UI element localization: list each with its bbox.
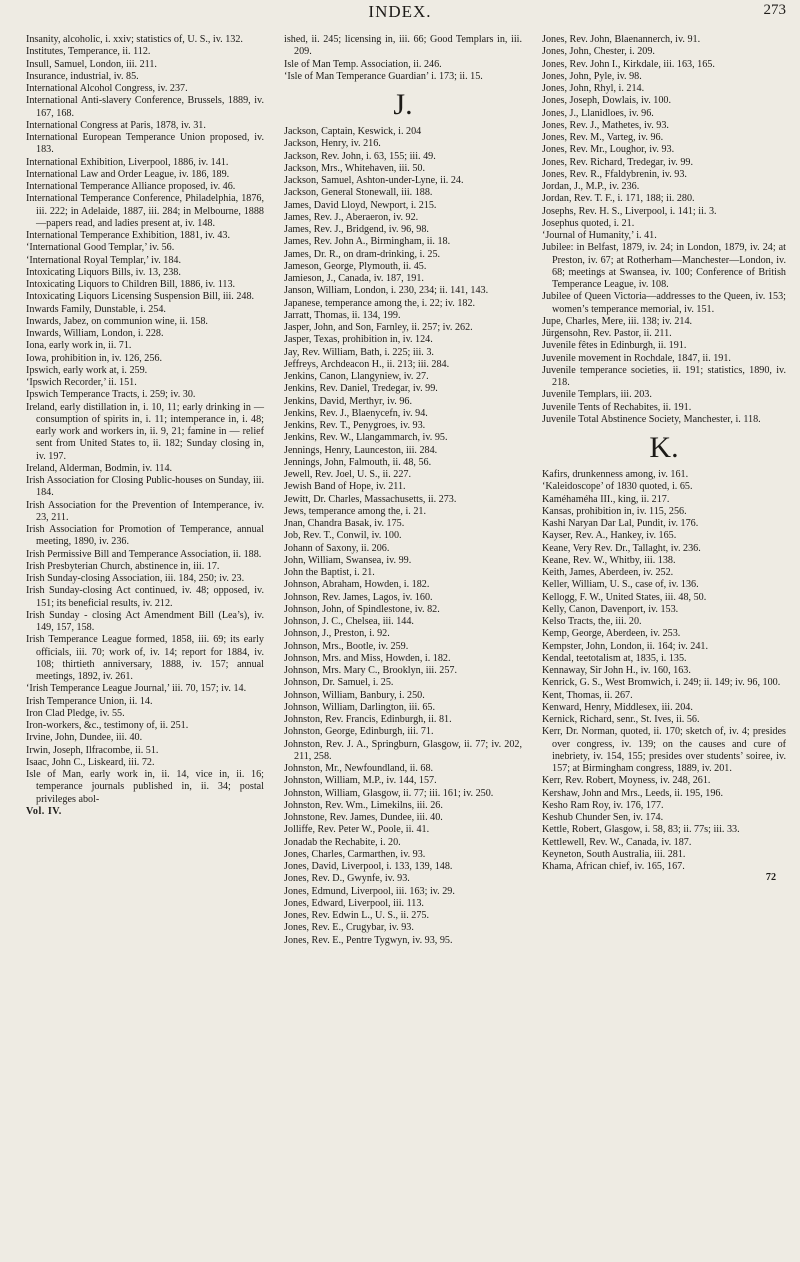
running-head-title: INDEX. [368, 2, 432, 21]
index-entry: Jones, Rev. Richard, Tredegar, iv. 99. [542, 156, 693, 168]
index-entry: Irvine, John, Dundee, iii. 40. [26, 732, 143, 744]
index-entry: Jamieson, J., Canada, iv. 187, 191. [284, 273, 424, 284]
index-entry: ‘International Good Templar,’ iv. 56. [26, 242, 175, 254]
index-entry: Kent, Thomas, ii. 267. [542, 689, 633, 701]
index-entry: Johnson, Mrs. and Miss, Howden, i. 182. [284, 652, 451, 664]
index-entry: ‘Isle of Man Temperance Guardian’ i. 173; ii. 15. [284, 70, 483, 82]
index-entry: Jones, John, Pyle, iv. 98. [542, 70, 642, 82]
index-entry: Kesho Ram Roy, iv. 176, 177. [542, 799, 664, 811]
index-entry: Josephs, Rev. H. S., Liverpool, i. 141; ii. 3. [542, 205, 717, 217]
index-entry: Kemp, George, Aberdeen, iv. 253. [542, 628, 681, 640]
index-entry: Kendal, teetotalism at, 1835, i. 135. [542, 652, 687, 664]
index-entry: Jones, J., Llanidloes, iv. 96. [542, 107, 654, 119]
index-entry: Kershaw, John and Mrs., Leeds, ii. 195, 196. [542, 787, 724, 799]
index-entry: Jones, Rev. Edwin L., U. S., ii. 275. [284, 910, 430, 921]
index-entry: Insull, Samuel, London, iii. 211. [26, 58, 157, 70]
index-entry: Jnan, Chandra Basak, iv. 175. [284, 518, 405, 529]
index-column-1 [26, 34, 264, 818]
index-entry: Iowa, prohibition in, iv. 126, 256. [26, 352, 163, 364]
index-entry: Jenkins, Rev. T., Penygroes, iv. 93. [284, 420, 426, 431]
index-entry: Kelly, Canon, Davenport, iv. 153. [542, 603, 679, 615]
signature-mark: 72 [765, 872, 776, 884]
index-entry: Intoxicating Liquors to Children Bill, 1886, iv. 113. [26, 279, 236, 290]
index-entry: Iona, early work in, ii. 71. [26, 340, 132, 352]
index-entry: Jones, John, Chester, i. 209. [542, 46, 655, 58]
index-entry: Keane, Rev. W., Whitby, iii. 138. [542, 554, 676, 566]
index-entry: James, David Lloyd, Newport, i. 215. [284, 199, 437, 211]
index-entry: Jasper, John, and Son, Farnley, ii. 257; iv. 262. [284, 322, 473, 333]
index-entry: Jones, Rev. E., Crugybar, iv. 93. [284, 922, 414, 934]
index-entry: Kerr, Dr. Norman, quoted, ii. 170; sketch of, iv. 4; presides over congress, iv. 139; on the causes and cure of inebriety, iv. 154, 155; presides over students’ soiree, iv. 157; at Birmingham congress, 1889, iv. 201. [542, 726, 786, 774]
index-entry: Jews, temperance among the, i. 21. [284, 505, 426, 517]
index-entry: Irish Temperance Union, ii. 14. [26, 695, 153, 707]
index-entry: Jenkins, Rev. W., Llangammarch, iv. 95. [284, 432, 448, 444]
index-entry: Insanity, alcoholic, i. xxiv; statistics of, U. S., iv. 132. [26, 34, 243, 45]
index-entry: Kennaway, Sir John H., iv. 160, 163. [542, 665, 691, 676]
index-entry: Kellogg, F. W., United States, iii. 48, 50. [542, 591, 707, 603]
index-entry: Johann of Saxony, ii. 206. [284, 542, 390, 554]
index-entry: Johnson, William, Darlington, iii. 65. [284, 701, 435, 713]
index-entry: Johnston, William, Glasgow, ii. 77; iii. 161; iv. 250. [284, 787, 494, 799]
index-entry: Jenkins, David, Merthyr, iv. 96. [284, 395, 413, 407]
index-entry: Johnson, Mrs. Mary C., Brooklyn, iii. 257. [284, 665, 457, 676]
index-entry: Iron-workers, &c., testimony of, ii. 251. [26, 720, 189, 731]
index-entry: Jubilee: in Belfast, 1879, iv. 24; in London, 1879, iv. 24; at Preston, iv. 67; at Rotherham—Manchester—London, iv. 68; meetings at Swansea, iv. 100; Conference of British Temperance League, iv. 108. [542, 242, 786, 290]
index-entry: Johnston, George, Edinburgh, iii. 71. [284, 726, 434, 738]
index-entry: Jones, David, Liverpool, i. 133, 139, 148. [284, 861, 453, 872]
index-entry: ‘Kaleidoscope’ of 1830 quoted, i. 65. [542, 481, 693, 493]
index-entry: Irish Sunday - closing Act Amendment Bill (Lea’s), iv. 149, 157, 158. [26, 609, 264, 633]
index-entry: Kaméhaméha III., king, ii. 217. [542, 493, 670, 505]
index-entry: Johnson, Mrs., Bootle, iv. 259. [284, 640, 409, 652]
index-entry: Isle of Man Temp. Association, ii. 246. [284, 58, 442, 70]
index-entry: James, Rev. J., Aberaeron, iv. 92. [284, 211, 419, 223]
index-entry: Irish Association for the Prevention of Intemperance, iv. 23, 211. [26, 499, 264, 523]
index-entry: Jones, Rev. R., Ffaldybrenin, iv. 93. [542, 168, 687, 180]
index-entry: ished, ii. 245; licensing in, iii. 66; Good Templars in, iii. 209. [284, 34, 522, 58]
index-entry: Kenward, Henry, Middlesex, iii. 204. [542, 701, 693, 713]
index-entry: International Temperance Exhibition, 1881, iv. 43. [26, 230, 230, 241]
index-entry: Jackson, General Stonewall, iii. 188. [284, 187, 433, 199]
index-entry: Keshub Chunder Sen, iv. 174. [542, 812, 664, 823]
index-entry: James, Rev. J., Bridgend, iv. 96, 98. [284, 224, 429, 235]
index-entry: Juvenile fêtes in Edinburgh, ii. 191. [542, 340, 687, 352]
index-entry: Jones, John, Rhyl, i. 214. [542, 83, 645, 94]
index-entry: Kerr, Rev. Robert, Moyness, iv. 248, 261. [542, 775, 711, 787]
index-entry: Jones, Rev. M., Varteg, iv. 96. [542, 132, 664, 143]
index-entry: Juvenile Total Abstinence Society, Manchester, i. 118. [542, 413, 761, 425]
index-entry: Keller, William, U. S., case of, iv. 136. [542, 579, 699, 591]
index-entry: Jones, Edmund, Liverpool, iii. 163; iv. 29. [284, 885, 455, 897]
index-entry: Jonadab the Rechabite, i. 20. [284, 836, 401, 848]
index-entry: ‘Ipswich Recorder,’ ii. 151. [26, 377, 137, 388]
index-entry: International Law and Order League, iv. 186, 189. [26, 168, 230, 180]
index-entry: Irish Sunday-closing Act continued, iv. 48; opposed, iv. 151; its beneficial results, iv. 212. [26, 585, 264, 609]
index-entry: Kansas, prohibition in, iv. 115, 256. [542, 505, 687, 517]
index-entry: Jones, Rev. J., Mathetes, iv. 93. [542, 119, 669, 131]
index-entry: Johnston, William, M.P., iv. 144, 157. [284, 775, 437, 787]
index-entry: Jackson, Rev. John, i. 63, 155; iii. 49. [284, 150, 436, 162]
index-entry: Jackson, Samuel, Ashton-under-Lyne, ii. 24. [284, 175, 464, 186]
volume-footer: Vol. IV. [26, 805, 62, 817]
index-entry: Johnston, Rev. J. A., Springburn, Glasgow, ii. 77; iv. 202, 211, 258. [284, 738, 522, 762]
index-entry: Jenkins, Canon, Llangyniew, iv. 27. [284, 371, 429, 382]
index-entry: Kettle, Robert, Glasgow, i. 58, 83; ii. 77s; iii. 33. [542, 824, 740, 836]
index-entry: Johnson, John, of Spindlestone, iv. 82. [284, 603, 440, 615]
index-entry: Ireland, early distillation in, i. 10, 11; early drinking in — consumption of spirits in, i. 11; intemperance in, i. 48; early work and workers in, ii. 9, 21; famine in — relief sent from United States to, ii. 182; Sunday closing in, iv. 197. [26, 401, 264, 462]
index-entry: Jones, Rev. E., Pentre Tygwyn, iv. 93, 95. [284, 934, 453, 946]
index-entry: Institutes, Temperance, ii. 112. [26, 46, 151, 58]
index-entry: Johnson, Abraham, Howden, i. 182. [284, 579, 430, 591]
index-entry: Johnston, Mr., Newfoundland, ii. 68. [284, 763, 434, 774]
index-entry: Jennings, John, Falmouth, ii. 48, 56. [284, 456, 432, 468]
index-entry: James, Rev. John A., Birmingham, ii. 18. [284, 236, 451, 248]
index-entry: Jarratt, Thomas, ii. 134, 199. [284, 309, 401, 321]
index-entry: Juvenile movement in Rochdale, 1847, ii. 191. [542, 352, 731, 364]
index-entry: International Congress at Paris, 1878, iv. 31. [26, 119, 206, 131]
index-entry: Jones, Joseph, Dowlais, iv. 100. [542, 95, 671, 107]
index-entry: Jewell, Rev. Joel, U. S., ii. 227. [284, 469, 412, 480]
index-entry: Inwards, Jabez, on communion wine, ii. 158. [26, 315, 208, 327]
index-entry: Juvenile Templars, iii. 203. [542, 389, 652, 401]
index-entry: Jewitt, Dr. Charles, Massachusetts, ii. 273. [284, 493, 457, 505]
index-entry: Inwards Family, Dunstable, i. 254. [26, 303, 166, 315]
index-entry: Kernick, Richard, senr., St. Ives, ii. 56. [542, 714, 700, 725]
index-entry: John the Baptist, i. 21. [284, 567, 375, 578]
index-entry: Josephus quoted, i. 21. [542, 217, 635, 229]
index-entry: Jürgensohn, Rev. Pastor, ii. 211. [542, 328, 672, 339]
index-entry: Kashi Naryan Dar Lal, Pundit, iv. 176. [542, 518, 699, 529]
index-entry: Kettlewell, Rev. W., Canada, iv. 187. [542, 836, 692, 848]
index-entry: Isle of Man, early work in, ii. 14, vice in, ii. 16; temperance journals published in, ii. 34; postal privileges abol- [26, 769, 264, 805]
index-entry: ‘International Royal Templar,’ iv. 184. [26, 254, 182, 266]
index-column-3 [542, 34, 786, 885]
index-entry: Irwin, Joseph, Ilfracombe, ii. 51. [26, 744, 159, 756]
index-entry: John, William, Swansea, iv. 99. [284, 554, 412, 566]
index-entry: Jennings, Henry, Launceston, iii. 284. [284, 444, 438, 456]
index-entry: Irish Presbyterian Church, abstinence in, iii. 17. [26, 560, 220, 572]
index-entry: Intoxicating Liquors Bills, iv. 13, 238. [26, 266, 181, 278]
index-entry: Kenrick, G. S., West Bromwich, i. 249; ii. 149; iv. 96, 100. [542, 677, 781, 689]
index-entry: Kelso Tracts, the, iii. 20. [542, 616, 642, 627]
index-entry: Jordan, J., M.P., iv. 236. [542, 181, 640, 192]
index-entry: International Anti-slavery Conference, Brussels, 1889, iv. 167, 168. [26, 95, 264, 119]
index-entry: Insurance, industrial, iv. 85. [26, 70, 139, 82]
index-entry: Jackson, Mrs., Whitehaven, iii. 50. [284, 162, 425, 174]
index-entry: Jones, Charles, Carmarthen, iv. 93. [284, 848, 426, 860]
section-letter-k: K. [649, 431, 679, 464]
index-entry: Jones, Rev. Mr., Loughor, iv. 93. [542, 144, 675, 156]
index-entry: Johnson, Rev. James, Lagos, iv. 160. [284, 591, 433, 603]
index-entry: Johnstone, Rev. James, Dundee, iii. 40. [284, 812, 443, 823]
index-entry: Jenkins, Rev. J., Blaenycefn, iv. 94. [284, 407, 428, 419]
index-entry: Johnston, Rev. Francis, Edinburgh, ii. 81. [284, 714, 452, 725]
index-entry: Jones, Edward, Liverpool, iii. 113. [284, 897, 424, 909]
index-entry: Jewish Band of Hope, iv. 211. [284, 481, 406, 493]
index-entry: Jubilee of Queen Victoria—addresses to the Queen, iv. 153; women’s temperance memorial, iv. 151. [542, 291, 786, 315]
index-entry: Johnson, J. C., Chelsea, iii. 144. [284, 616, 414, 627]
index-entry: Jasper, Texas, prohibition in, iv. 124. [284, 334, 433, 346]
section-letter-j: J. [393, 88, 413, 121]
index-entry: Keane, Very Rev. Dr., Tallaght, iv. 236. [542, 542, 701, 554]
index-entry: Jay, Rev. William, Bath, i. 225; iii. 3. [284, 346, 434, 358]
index-entry: Johnson, William, Banbury, i. 250. [284, 689, 425, 701]
index-entry: Khama, African chief, iv. 165, 167. [542, 861, 685, 872]
index-entry: Juvenile Tents of Rechabites, ii. 191. [542, 401, 692, 413]
index-entry: Ireland, Alderman, Bodmin, iv. 114. [26, 462, 173, 474]
index-entry: Kempster, John, London, ii. 164; iv. 241. [542, 640, 708, 652]
index-entry: Johnson, J., Preston, i. 92. [284, 628, 390, 640]
index-entry: Ipswich, early work at, i. 259. [26, 364, 148, 376]
index-entry: James, Dr. R., on dram-drinking, i. 25. [284, 248, 441, 260]
index-entry: Jackson, Captain, Keswick, i. 204 [284, 126, 422, 137]
index-entry: Irish Sunday-closing Association, iii. 184, 250; iv. 23. [26, 573, 245, 584]
index-entry: Jones, Rev. John, Blaenannerch, iv. 91. [542, 34, 701, 45]
page-header [0, 0, 800, 28]
index-entry: Jameson, George, Plymouth, ii. 45. [284, 260, 427, 272]
index-entry: Intoxicating Liquors Licensing Suspension Bill, iii. 248. [26, 291, 255, 303]
index-entry: International Temperance Alliance proposed, iv. 46. [26, 181, 236, 192]
index-entry: International Temperance Conference, Philadelphia, 1876, iii. 222; in Adelaide, 1887, iii. 284; in Melbourne, 1888—papers read, and ladies present at, iv. 148. [26, 193, 264, 229]
index-entry: Kafirs, drunkenness among, iv. 161. [542, 469, 689, 480]
page-number: 273 [763, 2, 786, 18]
index-entry: International Alcohol Congress, iv. 237. [26, 83, 188, 94]
index-entry: Keith, James, Aberdeen, iv. 252. [542, 567, 674, 578]
index-entry: Japanese, temperance among the, i. 22; iv. 182. [284, 297, 476, 309]
index-entry: Juvenile temperance societies, ii. 191; statistics, 1890, iv. 218. [542, 364, 786, 388]
index-entry: Janson, William, London, i. 230, 234; ii. 141, 143. [284, 285, 489, 297]
index-entry: Keyneton, South Australia, iii. 281. [542, 848, 686, 860]
index-entry: Job, Rev. T., Conwil, iv. 100. [284, 530, 402, 542]
index-entry: International Exhibition, Liverpool, 1886, iv. 141. [26, 156, 229, 168]
index-entry: Jolliffe, Rev. Peter W., Poole, ii. 41. [284, 824, 430, 836]
index-entry: Irish Association for Closing Public-houses on Sunday, iii. 184. [26, 475, 264, 499]
index-entry: Jenkins, Rev. Daniel, Tredegar, iv. 99. [284, 383, 438, 395]
index-entry: Irish Association for Promotion of Temperance, annual meeting, 1890, iv. 236. [26, 524, 264, 548]
index-entry: Inwards, William, London, i. 228. [26, 328, 164, 339]
index-entry: Johnson, Dr. Samuel, i. 25. [284, 677, 394, 689]
index-entry: Kayser, Rev. A., Hankey, iv. 165. [542, 530, 677, 542]
index-entry: Jones, Rev. John I., Kirkdale, iii. 163, 165. [542, 58, 715, 70]
index-entry: Ipswich Temperance Tracts, i. 259; iv. 30. [26, 389, 196, 401]
index-entry: Jordan, Rev. T. F., i. 171, 188; ii. 280. [542, 193, 695, 205]
index-entry: Iron Clad Pledge, iv. 55. [26, 707, 125, 719]
index-entry: Jupe, Charles, Mere, iii. 138; iv. 214. [542, 315, 693, 327]
index-entry: Isaac, John C., Liskeard, iii. 72. [26, 756, 155, 768]
index-column-2 [284, 34, 522, 947]
index-entry: Johnston, Rev. Wm., Limekilns, iii. 26. [284, 799, 443, 811]
index-entry: Jackson, Henry, iv. 216. [284, 138, 381, 150]
index-entry: Jeffreys, Archdeacon H., ii. 213; iii. 284. [284, 358, 450, 370]
index-entry: Irish Temperance League formed, 1858, iii. 69; its early officials, iii. 70; work of, iv. 14; report for 1884, iv. 108; thirtieth anniversary, 1888, iv. 157; annual meetings, 1892, iv. 261. [26, 634, 264, 682]
index-entry: International European Temperance Union proposed, iv. 183. [26, 132, 264, 156]
index-entry: ‘Irish Temperance League Journal,’ iii. 70, 157; iv. 14. [26, 683, 247, 695]
index-entry: ‘Journal of Humanity,’ i. 41. [542, 230, 657, 241]
index-entry: Irish Permissive Bill and Temperance Association, ii. 188. [26, 548, 262, 560]
index-entry: Jones, Rev. D., Gwynfe, iv. 93. [284, 873, 410, 885]
